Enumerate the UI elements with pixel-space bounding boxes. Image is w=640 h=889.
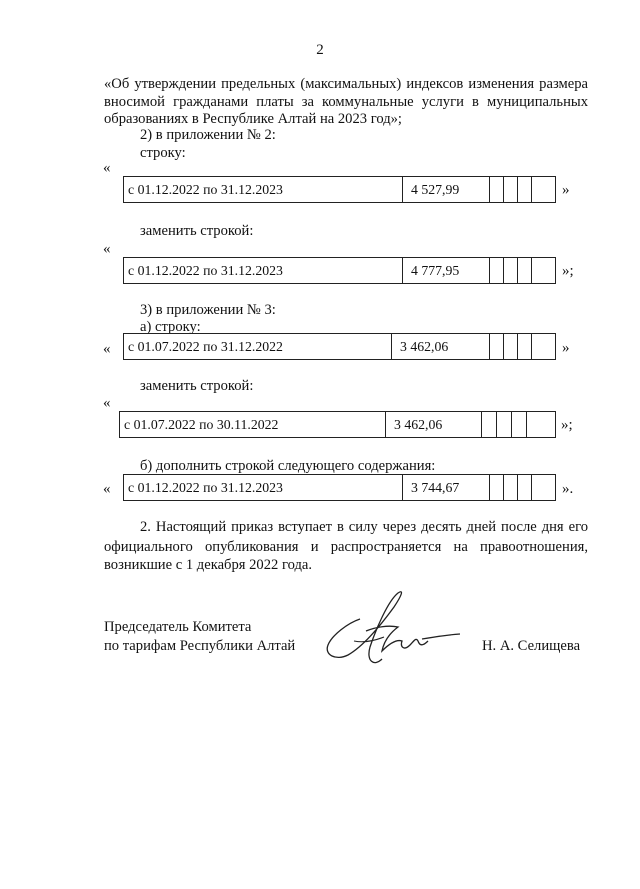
row-1-empty-cell: [490, 177, 504, 202]
row-2-period: с 01.12.2022 по 31.12.2023: [124, 258, 403, 283]
replace-text-2: заменить строкой:: [140, 378, 254, 394]
row-4-period: с 01.07.2022 по 30.11.2022: [120, 412, 386, 437]
table-row-2: [123, 257, 556, 284]
row-3-empty-cell: [518, 334, 532, 359]
row-5-period: с 01.12.2022 по 31.12.2023: [124, 475, 403, 500]
row-5-empty-cell: [504, 475, 518, 500]
item-3-sub-a: а) строку:: [140, 319, 201, 335]
row-2-empty-cell: [504, 258, 518, 283]
signer-name: Н. А. Селищева: [482, 638, 581, 654]
close-quote-5: ».: [562, 481, 574, 497]
item-2-sub: строку:: [140, 145, 186, 161]
row-5-empty-cell: [532, 475, 547, 500]
row-1-period: с 01.12.2022 по 31.12.2023: [124, 177, 403, 202]
item-b-text: б) дополнить строкой следующего содержания:: [140, 458, 436, 474]
close-quote-3: »: [562, 340, 570, 356]
row-5-value: 3 744,67: [403, 475, 490, 500]
row-3-empty-cell: [532, 334, 547, 359]
signer-position-line-2: по тарифам Республики Алтай: [104, 638, 296, 654]
intro-line-2: вносимой гражданами платы за коммунальные услуги в муниципальных: [104, 94, 588, 110]
open-quote-3: «: [103, 341, 111, 357]
page-number: 2: [316, 42, 324, 58]
intro-line-3: образованиях в Республике Алтай на 2023 год»;: [104, 111, 402, 127]
row-2-empty-cell: [532, 258, 547, 283]
row-4-empty-cell: [527, 412, 543, 437]
row-1-empty-cell: [532, 177, 547, 202]
table-row-1: [123, 176, 556, 203]
close-quote-4: »;: [561, 417, 573, 433]
table-row-5: [123, 474, 556, 501]
replace-text-1: заменить строкой:: [140, 223, 254, 239]
row-4-empty-cell: [482, 412, 497, 437]
table-row-4: [119, 411, 556, 438]
row-3-value: 3 462,06: [392, 334, 490, 359]
row-2-value: 4 777,95: [403, 258, 490, 283]
table-row-3: [123, 333, 556, 360]
row-5-empty-cell: [518, 475, 532, 500]
close-quote-1: »: [562, 182, 570, 198]
open-quote-4: «: [103, 395, 111, 411]
row-2-empty-cell: [490, 258, 504, 283]
final-line-2: официального опубликования и распространяется на правоотношения,: [104, 539, 588, 555]
row-3-period: с 01.07.2022 по 31.12.2022: [124, 334, 392, 359]
item-3-heading: 3) в приложении № 3:: [140, 302, 276, 318]
row-4-empty-cell: [497, 412, 512, 437]
row-1-empty-cell: [518, 177, 532, 202]
row-5-empty-cell: [490, 475, 504, 500]
open-quote-1: «: [103, 160, 111, 176]
final-line-1: 2. Настоящий приказ вступает в силу через десять дней после дня его: [140, 519, 588, 535]
open-quote-2: «: [103, 241, 111, 257]
intro-line-1: «Об утверждении предельных (максимальных) индексов изменения размера: [104, 76, 588, 92]
row-1-value: 4 527,99: [403, 177, 490, 202]
row-1-empty-cell: [504, 177, 518, 202]
row-2-empty-cell: [518, 258, 532, 283]
row-3-empty-cell: [490, 334, 504, 359]
row-3-empty-cell: [504, 334, 518, 359]
signer-position-line-1: Председатель Комитета: [104, 619, 252, 635]
handwritten-signature: [318, 585, 468, 675]
item-2-heading: 2) в приложении № 2:: [140, 127, 276, 143]
row-4-value: 3 462,06: [386, 412, 482, 437]
row-4-empty-cell: [512, 412, 527, 437]
final-line-3: возникшие с 1 декабря 2022 года.: [104, 557, 313, 573]
open-quote-5: «: [103, 481, 111, 497]
close-quote-2: »;: [562, 263, 574, 279]
